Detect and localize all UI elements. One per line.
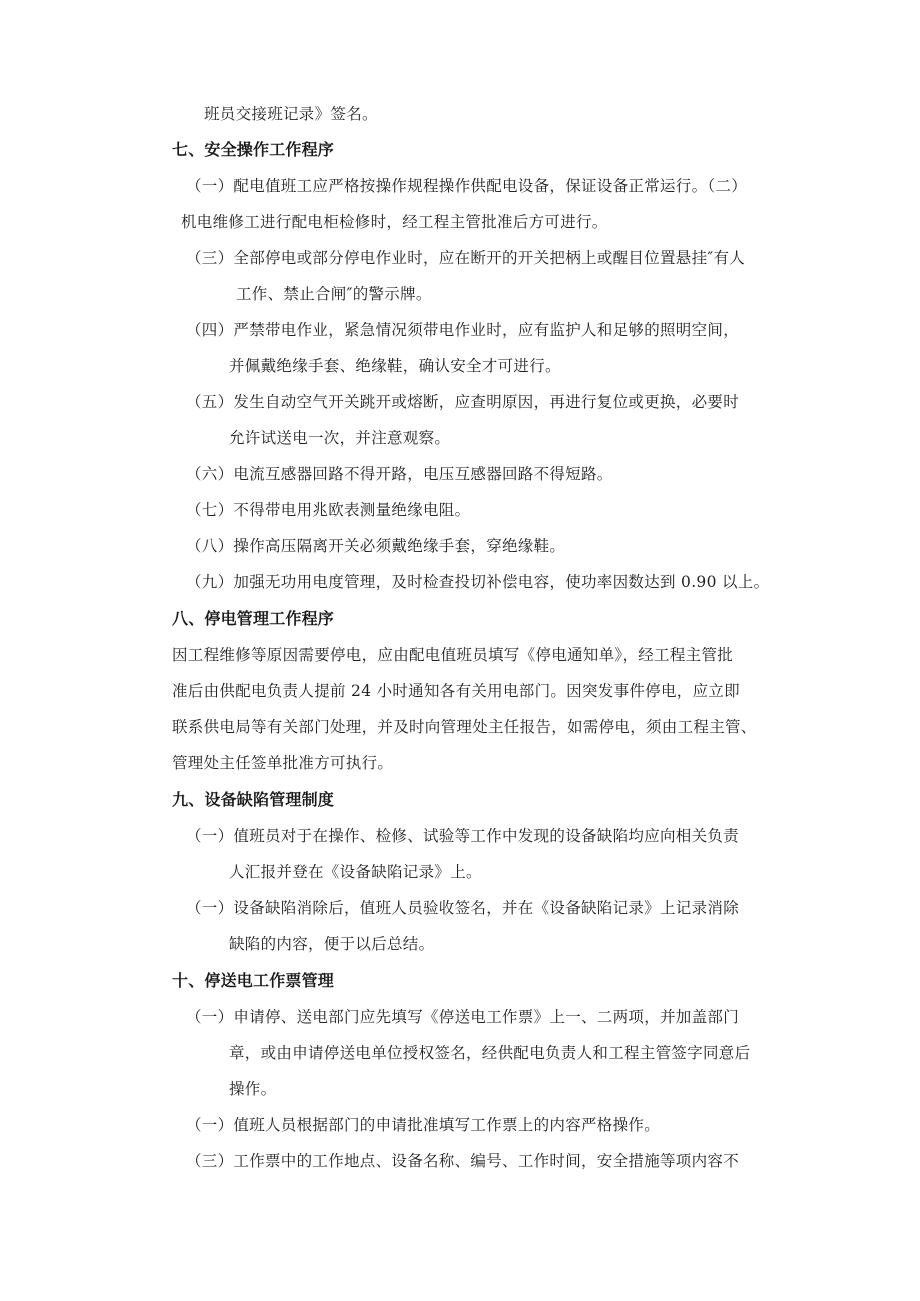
text-line: 人汇报并登在《设备缺陷记录》上。 [229, 863, 482, 881]
text-line: （六）电流互感器回路不得开路，电压互感器回路不得短路。 [186, 465, 613, 483]
section-heading-8: 八、停电管理工作程序 [172, 609, 335, 628]
text-line: 联系供电局等有关部门处理，并及时向管理处主任报告，如需停电，须由工程主管、 [172, 718, 757, 736]
text-line: 工作、禁止合闸″的警示牌。 [236, 285, 432, 303]
text-line: 缺陷的内容，便于以后总结。 [229, 935, 435, 953]
text-line: 章，或由申请停送电单位授权签名，经供配电负责人和工程主管签字同意后 [229, 1044, 751, 1062]
text-line: （九）加强无功用电度管理，及时检查投切补偿电容，使功率因数达到 0.90 以上。 [186, 573, 770, 591]
text-line: （一）设备缺陷消除后，值班人员验收签名，并在《设备缺陷记录》上记录消除 [186, 899, 740, 917]
text-line: 因工程维修等原因需要停电，应由配电值班员填写《停电通知单》，经工程主管批 [172, 646, 734, 664]
text-line: （一）值班员对于在操作、检修、试验等工作中发现的设备缺陷均应向相关负责 [186, 827, 740, 845]
text-line: 并佩戴绝缘手套、绝缘鞋，确认安全才可进行。 [229, 357, 561, 375]
text-line: 管理处主任签单批准方可执行。 [172, 754, 394, 772]
section-heading-7: 七、安全操作工作程序 [172, 140, 335, 159]
section-heading-10: 十、停送电工作票管理 [172, 971, 335, 990]
text-line: （八）操作高压隔离开关必须戴绝缘手套，穿绝缘鞋。 [186, 537, 566, 555]
text-line: （七）不得带电用兆欧表测量绝缘电阻。 [186, 501, 471, 519]
text-line: 允许试送电一次，并注意观察。 [229, 429, 451, 447]
text-line: 操作。 [229, 1080, 277, 1098]
text-line: （一）申请停、送电部门应先填写《停送电工作票》上一、二两项，并加盖部门 [186, 1008, 740, 1026]
text-line: 班员交接班记录》签名。 [204, 105, 378, 123]
text-line: （一）值班人员根据部门的申请批准填写工作票上的内容严格操作。 [186, 1116, 661, 1134]
text-line: 机电维修工进行配电柜检修时，经工程主管批准后方可进行。 [181, 213, 608, 231]
section-heading-9: 九、设备缺陷管理制度 [172, 790, 335, 809]
text-line: 准后由供配电负责人提前 24 小时通知各有关用电部门。因突发事件停电，应立即 [172, 682, 740, 700]
text-line: （三）工作票中的工作地点、设备名称、编号、工作时间，安全措施等项内容不 [186, 1152, 740, 1170]
text-line: （五）发生自动空气开关跳开或熔断，应查明原因，再进行复位或更换，必要时 [186, 393, 740, 411]
text-line: （三）全部停电或部分停电作业时，应在断开的开关把柄上或醒目位置悬挂″有人 [186, 249, 746, 267]
text-line: （四）严禁带电作业，紧急情况须带电作业时，应有监护人和足够的照明空间， [186, 321, 740, 339]
text-line: （一）配电值班工应严格按操作规程操作供配电设备，保证设备正常运行。（二） [186, 177, 748, 195]
